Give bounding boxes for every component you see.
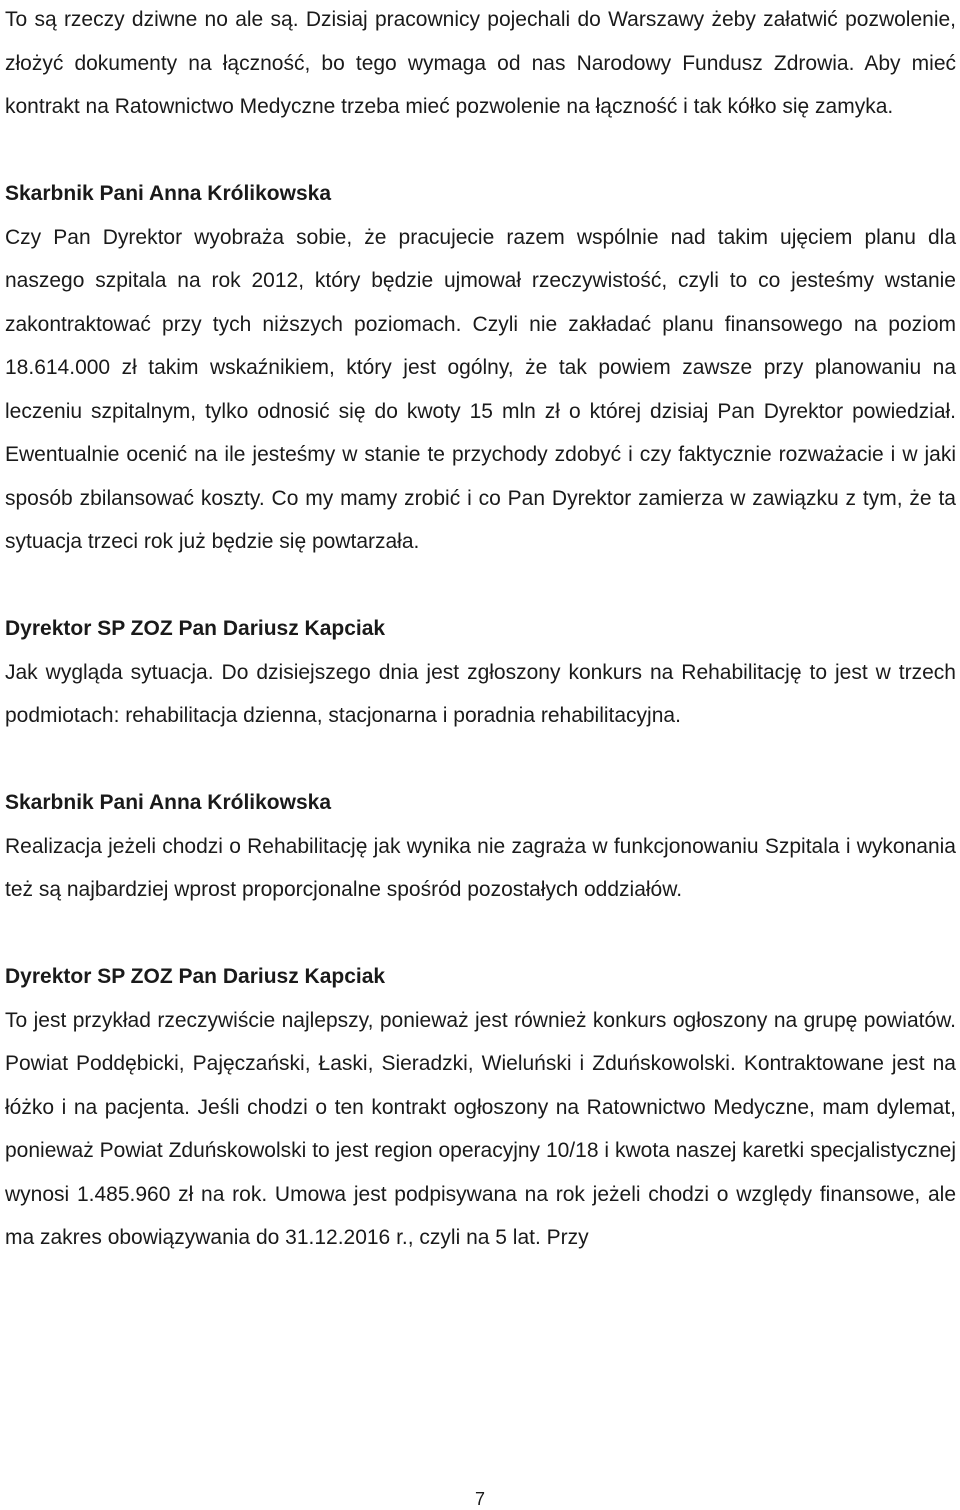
paragraph-spacer (5, 738, 956, 782)
page-number: 7 (474, 1489, 485, 1509)
paragraph-intro: To są rzeczy dziwne no ale są. Dzisiaj pracownicy pojechali do Warszawy żeby załatwić pozwolenie, złożyć dokumenty na łączność, bo tego wymaga od nas Narodowy Fundusz Zdrowia. Aby mieć kontrakt na Ratownictwo Medyczne trzeba mieć pozwolenie na łączność i tak kółko się zamyka. (5, 8, 956, 118)
speech-paragraph: Czy Pan Dyrektor wyobraża sobie, że pracujecie razem wspólnie nad takim ujęciem planu dla naszego szpitala na rok 2012, który będzie ujmował rzeczywistość, czyli to co jesteśmy wstanie zakontraktować przy tych niższych poziomach. Czyli nie zakładać planu finansowego na poziom 18.614.000 zł takim wskaźnikiem, który jest ogólny, że tak powiem zawsze przy planowaniu na leczeniu szpitalnym, tylko odnosić się do kwoty 15 mln zł o której dzisiaj Pan Dyrektor powiedział. Ewentualnie ocenić na ile jesteśmy w stanie te przychody zdobyć i czy faktycznie rozważacie i w jaki sposób zbilansować koszty. Co my mamy zrobić i co Pan Dyrektor zamierza w zawiązku z tym, że ta sytuacja trzeci rok już będzie się powtarzała. (5, 225, 956, 553)
speaker-heading: Skarbnik Pani Anna Królikowska (5, 791, 331, 814)
speaker-heading: Skarbnik Pani Anna Królikowska (5, 182, 331, 205)
speaker-heading: Dyrektor SP ZOZ Pan Dariusz Kapciak (5, 617, 386, 640)
document-page (5, 0, 956, 1260)
speech-paragraph: To jest przykład rzeczywiście najlepszy, ponieważ jest również konkurs ogłoszony na grupę powiatów. Powiat Poddębicki, Pajęczański, Łaski, Sieradzki, Wieluński i Zduńskowolski. Kontraktowane jest na łóżko i na pacjenta. Jeśli chodzi o ten kontrakt ogłoszony na Ratownictwo Medyczne, mam dylemat, ponieważ Powiat Zduńskowolski to jest region operacyjny 10/18 i kwota naszej karetki specjalistycznej wynosi 1.485.960 zł na rok. Umowa jest podpisywana na rok jeżeli chodzi o względy finansowe, ale ma zakres obowiązywania do 31.12.2016 r., czyli na 5 lat. Przy (5, 1008, 956, 1249)
speech-paragraph: Jak wygląda sytuacja. Do dzisiejszego dnia jest zgłoszony konkurs na Rehabilitację to jest w trzech podmiotach: rehabilitacja dzienna, stacjonarna i poradnia rehabilitacyjna. (5, 660, 956, 727)
speech-paragraph: Realizacja jeżeli chodzi o Rehabilitację jak wynika nie zagraża w funkcjonowaniu Szpitala i wykonania też są najbardziej wprost proporcjonalne spośród pozostałych oddziałów. (5, 834, 956, 901)
paragraph-spacer (5, 912, 956, 956)
speaker-heading: Dyrektor SP ZOZ Pan Dariusz Kapciak (5, 965, 386, 988)
paragraph-spacer (5, 564, 956, 608)
paragraph-spacer (5, 129, 956, 173)
